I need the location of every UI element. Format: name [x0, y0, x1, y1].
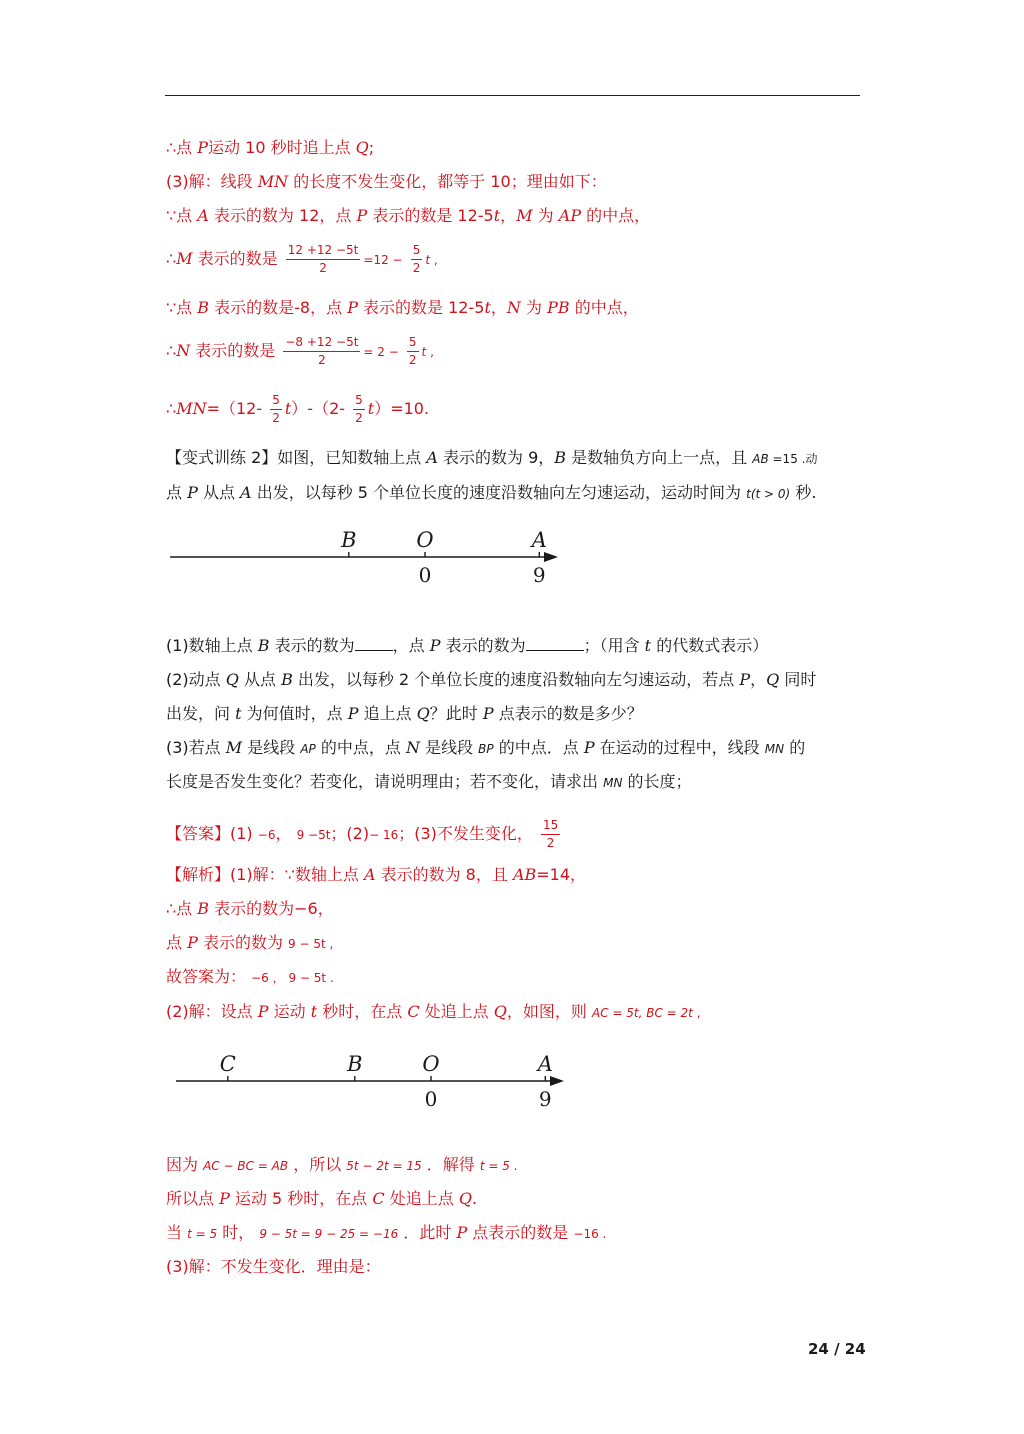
point-label-b: B — [347, 1052, 363, 1076]
answer-line: 【答案】(1) −6， 9 −5t；(2)− 16；(3)不发生变化， $\frac{15}{2}$ — [166, 818, 559, 850]
solution-line-4: ∴M 表示的数是 $\frac{12 +12 -5t}{2}$ =12 − $\frac{5}{2}$ t , — [166, 243, 438, 275]
problem-line-1: 【变式训练 2】如图，已知数轴上点 A 表示的数为 9，B 是数轴负方向上一点，且 AB =15 .动 — [166, 448, 818, 467]
fraction: $\frac{-8 +12 -5t}{2}$ — [285, 335, 359, 367]
analysis-line-4: 故答案为： −6 ， 9 − 5t . — [166, 967, 334, 986]
problem-line-2: 点 P 从点 A 出发，以每秒 5 个单位长度的速度沿数轴向左匀速运动，运动时间为 t(t > 0) 秒. — [166, 483, 817, 502]
solution-line-6: ∴N 表示的数是 $\frac{-8 +12 -5t}{2}$ = 2 − $\frac{5}{2}$ t , — [166, 335, 434, 367]
tick-label-9: 9 — [532, 563, 546, 587]
fraction: $\frac{5}{2}$ — [355, 393, 363, 425]
analysis-line-7: 所以点 P 运动 5 秒时，在点 C 处追上点 Q. — [166, 1189, 478, 1208]
fraction: $\frac{12 +12 -5t}{2}$ — [287, 243, 359, 275]
analysis-line-3: 点 P 表示的数为 9 − 5t , — [166, 933, 334, 952]
analysis-line-6: 因为 AC − BC = AB ，所以 5t − 2t = 15 ．解得 t = 5 . — [166, 1155, 518, 1174]
fraction: $\frac{5}{2}$ — [272, 393, 280, 425]
point-label-o: O — [416, 528, 434, 552]
tick-label-9: 9 — [538, 1087, 552, 1111]
question-1: (1)数轴上点 B 表示的数为 ，点 P 表示的数为 ；（用含 t 的代数式表示） — [166, 636, 769, 655]
number-line-figure-2 — [174, 1048, 574, 1114]
tick-label-0: 0 — [424, 1087, 438, 1111]
fraction: $\frac{5}{2}$ — [408, 335, 417, 367]
answer-blank-2[interactable] — [526, 636, 584, 651]
solution-line-5: ∵点 B 表示的数是-8，点 P 表示的数是 12-5t，N 为 PB 的中点， — [166, 298, 639, 317]
fraction: $\frac{5}{2}$ — [412, 243, 421, 275]
answer-blank-1[interactable] — [355, 636, 393, 651]
number-line-figure-1 — [168, 525, 568, 591]
solution-line-2: (3)解：线段 MN 的长度不发生变化，都等于 10；理由如下： — [166, 172, 607, 191]
analysis-line-8: 当 t = 5 时， 9 − 5t = 9 − 25 = −16 ．此时 P 点表示的数是 −16 . — [166, 1223, 607, 1242]
axis-arrow-icon — [550, 1076, 564, 1086]
question-3-line-1: (3)若点 M 是线段 AP 的中点，点 N 是线段 BP 的中点．点 P 在运动的过程中，线段 MN 的 — [166, 738, 806, 757]
analysis-line-1: 【解析】(1)解：∵数轴上点 A 表示的数为 8，且 AB=14， — [166, 865, 587, 884]
fraction: $\frac{15}{2}$ — [542, 818, 559, 850]
axis-arrow-icon — [544, 552, 558, 562]
point-label-a: A — [531, 528, 547, 552]
solution-line-1: ∴点 P运动 10 秒时追上点 Q; — [166, 138, 375, 157]
page-number: 24 / 24 — [808, 1340, 866, 1358]
point-label-o: O — [422, 1052, 440, 1076]
analysis-line-5: (2)解：设点 P 运动 t 秒时，在点 C 处追上点 Q，如图，则 AC = 5t, BC = 2t , — [166, 1002, 701, 1021]
point-label-a: A — [537, 1052, 553, 1076]
solution-line-7: ∴MN=（12- $\frac{5}{2}$ t）-（2- $\frac{5}{2}$ t）=10. — [166, 393, 430, 425]
point-label-c: C — [219, 1052, 236, 1076]
question-2-line-2: 出发，问 t 为何值时，点 P 追上点 Q？此时 P 点表示的数是多少？ — [166, 704, 643, 723]
question-3-line-2: 长度是否发生变化？若变化，请说明理由；若不变化，请求出 MN 的长度； — [166, 772, 692, 791]
header-rule — [165, 95, 860, 96]
analysis-line-2: ∴点 B 表示的数为−6， — [166, 899, 334, 918]
point-label-b: B — [341, 528, 357, 552]
tick-label-0: 0 — [418, 563, 432, 587]
question-2-line-1: (2)动点 Q 从点 B 出发，以每秒 2 个单位长度的速度沿数轴向左匀速运动，若点 P，Q 同时 — [166, 670, 817, 689]
analysis-line-9: (3)解：不发生变化．理由是： — [166, 1257, 381, 1276]
solution-line-3: ∵点 A 表示的数为 12，点 P 表示的数是 12-5t，M 为 AP 的中点， — [166, 206, 651, 225]
